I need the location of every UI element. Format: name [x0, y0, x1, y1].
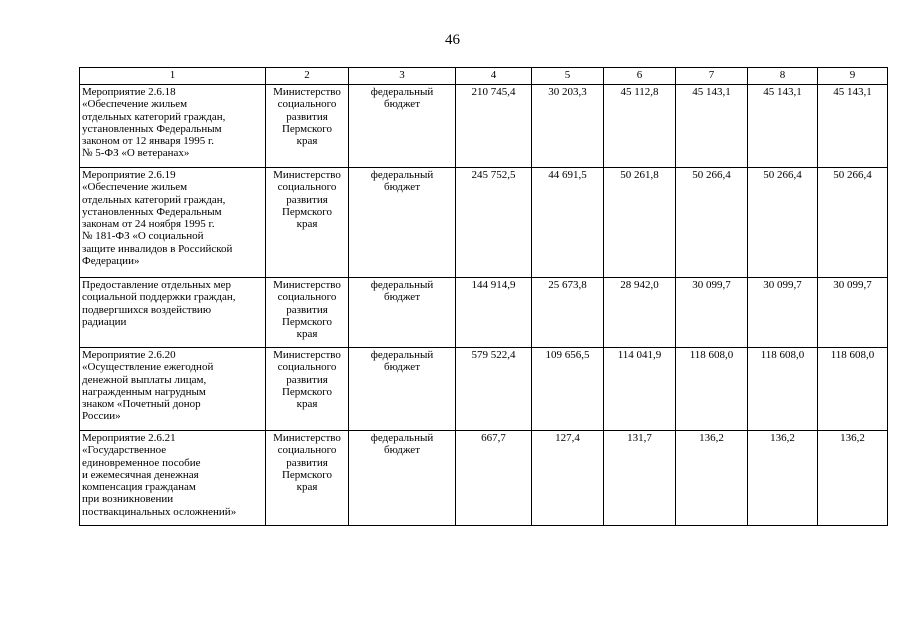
amount-cell: 109 656,5 [532, 348, 604, 431]
responsible-cell: Министерство социального развития Пермского края [266, 278, 349, 348]
amount-cell: 136,2 [676, 431, 748, 526]
amount-cell: 30 099,7 [818, 278, 888, 348]
amount-cell: 50 266,4 [818, 168, 888, 278]
table-row [80, 431, 888, 526]
amount-cell: 50 261,8 [604, 168, 676, 278]
amount-cell: 50 266,4 [748, 168, 818, 278]
table-row [80, 278, 888, 348]
amount-cell: 45 143,1 [748, 85, 818, 168]
amount-cell: 118 608,0 [676, 348, 748, 431]
amount-cell: 245 752,5 [456, 168, 532, 278]
amount-cell: 136,2 [818, 431, 888, 526]
amount-cell: 131,7 [604, 431, 676, 526]
table-row [80, 168, 888, 278]
measure-name-cell: Предоставление отдельных мер социальной поддержки граждан, подвергшихся воздействию радиации [80, 278, 266, 348]
responsible-cell: Министерство социального развития Пермского края [266, 431, 349, 526]
column-number-header: 7 [676, 68, 748, 85]
amount-cell: 50 266,4 [676, 168, 748, 278]
column-number-header: 8 [748, 68, 818, 85]
funding-source-cell: федеральный бюджет [349, 278, 456, 348]
column-number-header: 5 [532, 68, 604, 85]
amount-cell: 127,4 [532, 431, 604, 526]
funding-source-cell: федеральный бюджет [349, 431, 456, 526]
column-number-header: 9 [818, 68, 888, 85]
responsible-cell: Министерство социального развития Пермского края [266, 348, 349, 431]
column-number-header: 6 [604, 68, 676, 85]
amount-cell: 30 203,3 [532, 85, 604, 168]
column-number-header: 3 [349, 68, 456, 85]
funding-source-cell: федеральный бюджет [349, 168, 456, 278]
amount-cell: 30 099,7 [676, 278, 748, 348]
amount-cell: 667,7 [456, 431, 532, 526]
table-row [80, 348, 888, 431]
measure-name-cell: Мероприятие 2.6.19 «Обеспечение жильем отдельных категорий граждан, установленных Федеральным законам от 24 ноября 1995 г. № 181-ФЗ «О социальной защите инвалидов в Российской Федерации» [80, 168, 266, 278]
amount-cell: 118 608,0 [748, 348, 818, 431]
responsible-cell: Министерство социального развития Пермского края [266, 168, 349, 278]
table-header-row [80, 68, 888, 85]
amount-cell: 118 608,0 [818, 348, 888, 431]
responsible-cell: Министерство социального развития Пермского края [266, 85, 349, 168]
page-number: 46 [445, 32, 460, 48]
funding-source-cell: федеральный бюджет [349, 85, 456, 168]
amount-cell: 28 942,0 [604, 278, 676, 348]
table-row [80, 85, 888, 168]
amount-cell: 114 041,9 [604, 348, 676, 431]
amount-cell: 44 691,5 [532, 168, 604, 278]
measure-name-cell: Мероприятие 2.6.18 «Обеспечение жильем отдельных категорий граждан, установленных Федеральным законом от 12 января 1995 г. № 5-ФЗ «О ветеранах» [80, 85, 266, 168]
budget-table [79, 67, 888, 526]
amount-cell: 45 112,8 [604, 85, 676, 168]
measure-name-cell: Мероприятие 2.6.20 «Осуществление ежегодной денежной выплаты лицам, награжденным нагрудным знаком «Почетный донор России» [80, 348, 266, 431]
measure-name-cell: Мероприятие 2.6.21 «Государственное единовременное пособие и ежемесячная денежная компенсация гражданам при возникновении поствакцинальных осложнений» [80, 431, 266, 526]
amount-cell: 136,2 [748, 431, 818, 526]
amount-cell: 210 745,4 [456, 85, 532, 168]
funding-source-cell: федеральный бюджет [349, 348, 456, 431]
column-number-header: 4 [456, 68, 532, 85]
column-number-header: 2 [266, 68, 349, 85]
amount-cell: 144 914,9 [456, 278, 532, 348]
amount-cell: 579 522,4 [456, 348, 532, 431]
amount-cell: 30 099,7 [748, 278, 818, 348]
column-number-header: 1 [80, 68, 266, 85]
amount-cell: 25 673,8 [532, 278, 604, 348]
amount-cell: 45 143,1 [818, 85, 888, 168]
amount-cell: 45 143,1 [676, 85, 748, 168]
